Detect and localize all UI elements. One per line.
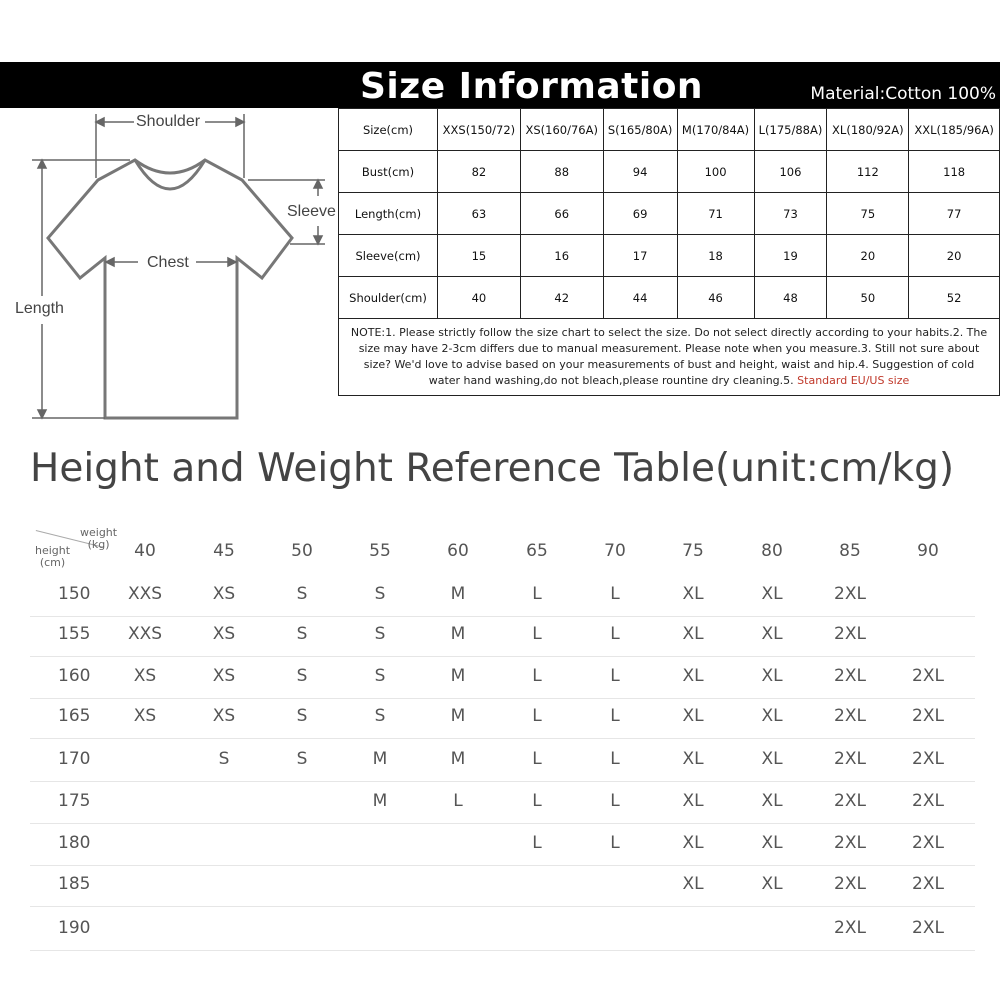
size-recommendation-cell: L [610,706,620,726]
size-cell: 77 [909,193,1000,235]
size-recommendation-cell: L [453,791,463,811]
weight-column-header: 75 [682,541,704,561]
size-recommendation-cell: XL [761,791,783,811]
size-cell: 16 [520,235,603,277]
height-row-header: 190 [58,918,91,938]
size-header-cell: L(175/88A) [754,109,827,151]
row-divider [30,781,975,782]
size-cell: 15 [438,235,521,277]
size-recommendation-cell: 2XL [912,666,944,686]
weight-column-header: 50 [291,541,313,561]
size-recommendation-cell: 2XL [834,666,866,686]
size-cell: 20 [909,235,1000,277]
height-unit-cm: (cm) [39,556,66,569]
size-cell: 20 [827,235,909,277]
size-header-cell: M(170/84A) [677,109,754,151]
size-recommendation-cell: S [374,706,386,726]
size-recommendation-cell: 2XL [834,833,866,853]
size-cell: 100 [677,151,754,193]
size-cell: 42 [520,277,603,319]
size-cell: 18 [677,235,754,277]
size-recommendation-cell: XL [761,584,783,604]
size-recommendation-cell: S [296,666,308,686]
size-recommendation-cell: 2XL [834,749,866,769]
row-divider [30,616,975,617]
size-header-cell: XL(180/92A) [827,109,909,151]
size-recommendation-cell: XS [133,706,157,726]
size-recommendation-cell: M [450,749,466,769]
size-cell: 75 [827,193,909,235]
chest-label: Chest [147,254,189,271]
size-recommendation-cell: 2XL [912,791,944,811]
size-recommendation-cell: L [610,584,620,604]
size-row-label: Shoulder(cm) [339,277,438,319]
size-row-label: Sleeve(cm) [339,235,438,277]
size-recommendation-cell: L [610,833,620,853]
height-row-header: 185 [58,874,91,894]
size-recommendation-cell: 2XL [912,833,944,853]
size-recommendation-cell: M [450,584,466,604]
size-recommendation-cell: XL [761,624,783,644]
size-recommendation-cell: XL [682,874,704,894]
size-recommendation-cell: M [372,749,388,769]
size-note-text: NOTE:1. Please strictly follow the size chart to select the size. Do not select directly according to your habits.2. The size may have 2-3cm differs due to manual measurement. Please note when you measure.3. Still not sure about size? We'd love to advise based on your measurements of bust and height, waist and hip.4. Suggestion of cold water hand washing,do not bleach,please rountine dry cleaning.5. [350,326,988,387]
size-cell: 106 [754,151,827,193]
size-recommendation-cell: XL [682,833,704,853]
size-recommendation-cell: L [532,584,542,604]
size-cell: 73 [754,193,827,235]
size-cell: 94 [603,151,677,193]
weight-column-header: 55 [369,541,391,561]
height-row-header: 165 [58,706,91,726]
shoulder-label: Shoulder [136,113,201,130]
size-recommendation-cell: XS [133,666,157,686]
size-recommendation-cell: XL [761,833,783,853]
hw-table-title: Height and Weight Reference Table(unit:cm/kg) [30,446,955,491]
size-cell: 82 [438,151,521,193]
size-cell: 17 [603,235,677,277]
size-recommendation-cell: XL [682,791,704,811]
row-divider [30,950,975,951]
size-recommendation-cell: S [374,624,386,644]
size-cell: 118 [909,151,1000,193]
weight-column-header: 60 [447,541,469,561]
size-recommendation-cell: S [296,706,308,726]
weight-column-header: 85 [839,541,861,561]
size-recommendation-cell: S [374,584,386,604]
size-recommendation-cell: S [296,584,308,604]
size-recommendation-cell: XL [682,749,704,769]
page-title: Size Information [360,66,704,107]
size-recommendation-cell: XL [761,874,783,894]
size-cell: 40 [438,277,521,319]
size-recommendation-cell: XL [682,584,704,604]
size-recommendation-cell: XXS [127,624,163,644]
size-cell: 19 [754,235,827,277]
weight-column-header: 65 [526,541,548,561]
weight-column-header: 90 [917,541,939,561]
size-cell: 69 [603,193,677,235]
size-row-label: Bust(cm) [339,151,438,193]
size-recommendation-cell: L [610,666,620,686]
height-row-header: 160 [58,666,91,686]
size-recommendation-cell: M [450,624,466,644]
size-cell: 63 [438,193,521,235]
weight-unit-kg: (kg) [87,538,110,551]
size-recommendation-cell: S [296,749,308,769]
size-header-cell: S(165/80A) [603,109,677,151]
row-divider [30,823,975,824]
size-recommendation-cell: 2XL [834,874,866,894]
size-recommendation-cell: M [450,666,466,686]
size-recommendation-cell: L [532,706,542,726]
size-header-cell: Size(cm) [339,109,438,151]
size-recommendation-cell: XXS [127,584,163,604]
size-cell: 52 [909,277,1000,319]
size-recommendation-cell: XL [682,666,704,686]
size-cell: 46 [677,277,754,319]
row-divider [30,698,975,699]
height-row-header: 155 [58,624,91,644]
size-cell: 66 [520,193,603,235]
size-recommendation-cell: 2XL [912,918,944,938]
size-recommendation-cell: 2XL [912,706,944,726]
size-recommendation-cell: 2XL [834,791,866,811]
size-recommendation-cell: L [532,666,542,686]
size-header-cell: XS(160/76A) [520,109,603,151]
size-cell: 88 [520,151,603,193]
size-recommendation-cell: 2XL [834,706,866,726]
size-recommendation-cell: L [532,833,542,853]
size-recommendation-cell: XL [761,749,783,769]
size-recommendation-cell: L [610,749,620,769]
size-recommendation-cell: 2XL [834,624,866,644]
size-cell: 112 [827,151,909,193]
size-recommendation-cell: L [610,624,620,644]
row-divider [30,656,975,657]
weight-column-header: 40 [134,541,156,561]
height-unit-word: height [35,544,71,557]
size-recommendation-cell: 2XL [912,874,944,894]
size-row-label: Length(cm) [339,193,438,235]
sleeve-label: Sleeve [287,203,336,220]
size-header-cell: XXL(185/96A) [909,109,1000,151]
size-recommendation-cell: XL [761,706,783,726]
size-recommendation-cell: XL [682,706,704,726]
size-header-cell: XXS(150/72) [438,109,521,151]
size-note-highlight: Standard EU/US size [797,374,910,387]
size-cell: 44 [603,277,677,319]
size-recommendation-cell: 2XL [834,584,866,604]
size-recommendation-cell: XS [212,624,236,644]
weight-column-header: 45 [213,541,235,561]
weight-column-header: 80 [761,541,783,561]
weight-unit-word: weight [80,526,118,539]
size-recommendation-cell: 2XL [834,918,866,938]
size-recommendation-cell: L [532,791,542,811]
height-row-header: 150 [58,584,91,604]
size-cell: 48 [754,277,827,319]
row-divider [30,738,975,739]
size-recommendation-cell: XS [212,706,236,726]
row-divider [30,865,975,866]
material-label: Material:Cotton 100% [810,84,996,104]
size-recommendation-cell: M [450,706,466,726]
size-recommendation-cell: XS [212,666,236,686]
height-row-header: 170 [58,749,91,769]
size-recommendation-cell: XL [761,666,783,686]
size-recommendation-cell: S [374,666,386,686]
size-cell: 50 [827,277,909,319]
height-row-header: 180 [58,833,91,853]
size-cell: 71 [677,193,754,235]
size-recommendation-cell: 2XL [912,749,944,769]
height-row-header: 175 [58,791,91,811]
size-recommendation-cell: S [296,624,308,644]
size-recommendation-cell: M [372,791,388,811]
size-recommendation-cell: XS [212,584,236,604]
weight-column-header: 70 [604,541,626,561]
size-recommendation-cell: L [610,791,620,811]
size-recommendation-cell: L [532,749,542,769]
size-recommendation-cell: XL [682,624,704,644]
row-divider [30,906,975,907]
size-recommendation-cell: S [218,749,230,769]
size-recommendation-cell: L [532,624,542,644]
length-label: Length [15,300,64,317]
